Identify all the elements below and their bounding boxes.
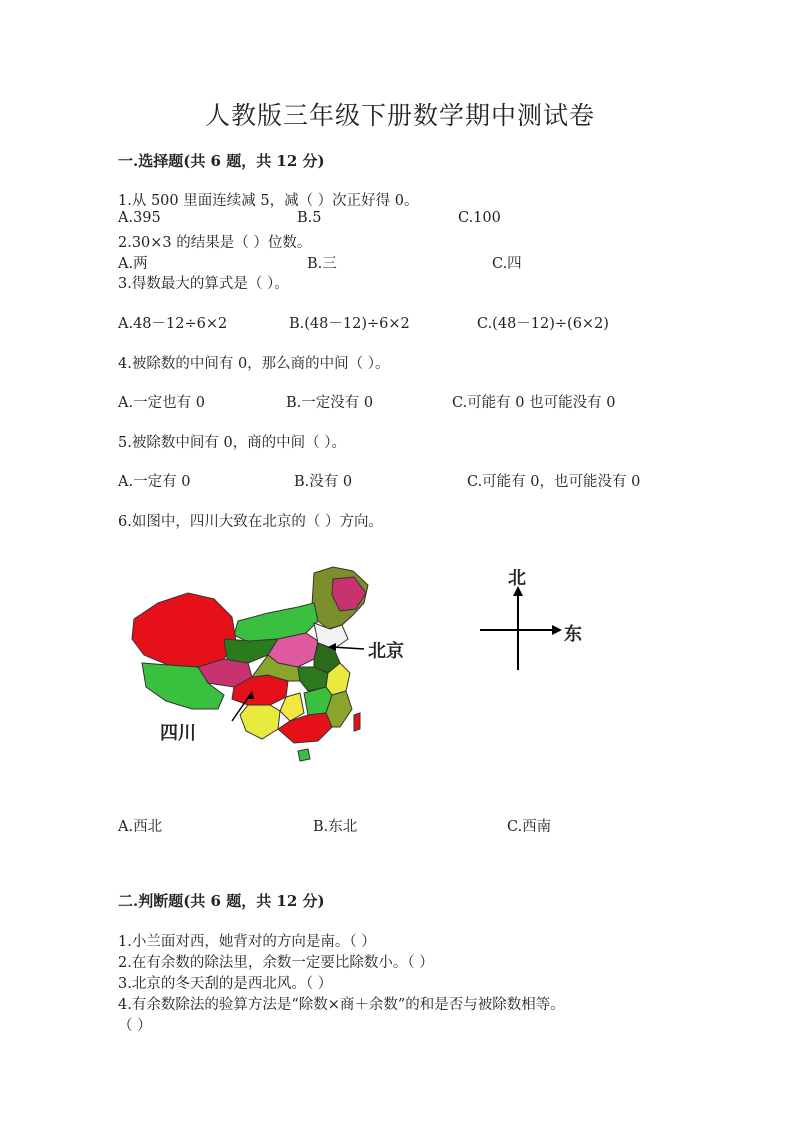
q6-option-c: C.西南 [507, 819, 552, 835]
q3-option-a: A.48－12÷6×2 [118, 316, 228, 332]
judge-question-4: 4.有余数除法的验算方法是“除数×商＋余数”的和是否与被除数相等。 [118, 997, 565, 1013]
compass-east-label: 东 [564, 624, 582, 645]
q1-option-c: C.100 [458, 210, 501, 226]
question-6: 6.如图中，四川大致在北京的（ ）方向。 [118, 514, 383, 530]
page-title: 人教版三年级下册数学期中测试卷 [204, 101, 595, 130]
judge-question-2: 2.在有余数的除法里，余数一定要比除数小。（ ） [118, 955, 434, 971]
q5-option-a: A.一定有 0 [118, 474, 191, 490]
question-5: 5.被除数中间有 0，商的中间（ ）。 [118, 435, 347, 451]
q6-option-b: B.东北 [313, 819, 358, 835]
q3-option-b: B.(48－12)÷6×2 [289, 316, 410, 332]
label-sichuan: 四川 [160, 723, 196, 744]
compass-north-label: 北 [508, 568, 526, 589]
section-2-heading: 二.判断题(共 6 题，共 12 分) [118, 892, 325, 910]
question-2: 2.30×3 的结果是（ ）位数。 [118, 235, 312, 251]
section-1-heading: 一.选择题(共 6 题，共 12 分) [118, 152, 325, 170]
q5-option-b: B.没有 0 [294, 474, 353, 490]
q6-option-a: A.西北 [118, 819, 163, 835]
judge-question-1: 1.小兰面对西，她背对的方向是南。（ ） [118, 934, 376, 950]
q2-option-a: A.两 [118, 256, 148, 272]
q2-option-c: C.四 [492, 256, 522, 272]
q4-option-c: C.可能有 0 也可能没有 0 [452, 395, 616, 411]
q4-option-a: A.一定也有 0 [118, 395, 205, 411]
q4-option-b: B.一定没有 0 [286, 395, 374, 411]
judge-question-3: 3.北京的冬天刮的是西北风。（ ） [118, 976, 333, 992]
question-4: 4.被除数的中间有 0，那么商的中间（ ）。 [118, 356, 390, 372]
q2-option-b: B.三 [307, 256, 337, 272]
question-1: 1.从 500 里面连续减 5，减（ ）次正好得 0。 [118, 193, 419, 209]
china-map [128, 563, 418, 773]
q1-option-a: A.395 [118, 210, 161, 226]
compass [478, 566, 598, 676]
label-beijing: 北京 [368, 641, 404, 662]
judge-question-4-answer: （ ） [118, 1018, 152, 1034]
q1-option-b: B.5 [297, 210, 322, 226]
q5-option-c: C.可能有 0，也可能没有 0 [467, 474, 641, 490]
question-3: 3.得数最大的算式是（ ）。 [118, 276, 289, 292]
q3-option-c: C.(48－12)÷(6×2) [477, 316, 609, 332]
